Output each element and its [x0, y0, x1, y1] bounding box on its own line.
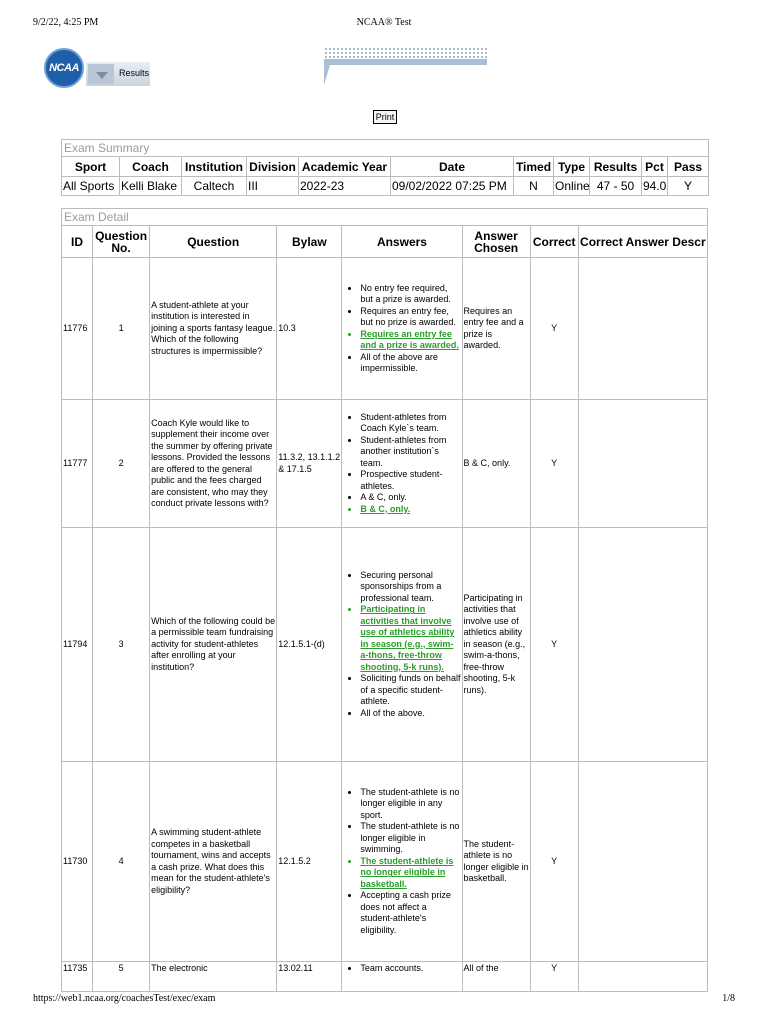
- detail-header-cell: Answers: [342, 226, 462, 258]
- print-title: NCAA® Test: [356, 17, 412, 28]
- print-header: [0, 17, 768, 31]
- answer-option: • The student-athlete is no longer eligible in any sport.: [360, 787, 460, 822]
- summary-cell: 09/02/2022 07:25 PM: [391, 177, 514, 196]
- question-id: 11735: [62, 962, 93, 992]
- answer-option: • The student-athlete is no longer eligible in swimming.: [360, 821, 460, 856]
- summary-header-cell: Type: [554, 157, 590, 177]
- correct-flag: Y: [530, 762, 578, 962]
- correct-flag: Y: [530, 962, 578, 992]
- summary-header-cell: Academic Year: [299, 157, 391, 177]
- table-row: [62, 528, 708, 762]
- question-text: The electronic: [150, 962, 277, 992]
- exam-detail-table: [61, 208, 708, 992]
- summary-header-cell: Results: [590, 157, 642, 177]
- summary-cell: All Sports: [62, 177, 120, 196]
- question-text: A swimming student-athlete competes in a basketball tournament, wins and accepts a cash prize. What does this mean for the student-athlete's eligibility?: [150, 762, 277, 962]
- print-datetime: 9/2/22, 4:25 PM: [33, 17, 99, 28]
- answer-chosen: B & C, only.: [462, 400, 530, 528]
- summary-header-row: [62, 157, 709, 177]
- answers-cell: [342, 400, 462, 528]
- page-url: https://web1.ncaa.org/coachesTest/exec/exam: [33, 993, 216, 1004]
- detail-header-row: [62, 226, 708, 258]
- banner-wedge: [324, 65, 330, 85]
- answer-option: • Soliciting funds on behalf of a specific student-athlete.: [360, 673, 460, 708]
- summary-cell: Y: [668, 177, 709, 196]
- bylaw-ref: 12.1.5.2: [277, 762, 342, 962]
- summary-header-cell: Pct: [642, 157, 668, 177]
- banner-decoration: [324, 47, 487, 87]
- summary-header-cell: Coach: [120, 157, 182, 177]
- summary-cell: III: [247, 177, 299, 196]
- answers-list: [343, 570, 460, 720]
- detail-header-cell: Correct Answer Descr: [578, 226, 707, 258]
- answers-list: [343, 283, 460, 375]
- exam-summary-table: [61, 139, 709, 196]
- answer-option: • Team accounts.: [360, 963, 460, 975]
- question-text: Which of the following could be a permissible team fundraising activity for student-athletes after enrolling at your institution?: [150, 528, 277, 762]
- correct-answer-descr: [578, 528, 707, 762]
- correct-flag: Y: [530, 400, 578, 528]
- question-id: 11794: [62, 528, 93, 762]
- question-number: 4: [93, 762, 150, 962]
- answers-list: [343, 963, 460, 975]
- answer-option: • Student-athletes from another institution`s team.: [360, 435, 460, 470]
- results-menu[interactable]: [86, 62, 150, 86]
- answer-option: • Student-athletes from Coach Kyle`s team.: [360, 412, 460, 435]
- dot-pattern: [324, 47, 487, 59]
- summary-header-cell: Institution: [182, 157, 247, 177]
- detail-header-cell: Question: [150, 226, 277, 258]
- summary-header-cell: Division: [247, 157, 299, 177]
- correct-answer: • B & C, only.: [360, 504, 460, 516]
- correct-flag: Y: [530, 258, 578, 400]
- detail-header-cell: Answer Chosen: [462, 226, 530, 258]
- question-id: 11777: [62, 400, 93, 528]
- question-number: 2: [93, 400, 150, 528]
- summary-cell: 47 - 50: [590, 177, 642, 196]
- page-number: 1/8: [722, 993, 735, 1004]
- summary-cell: 94.0: [642, 177, 668, 196]
- question-text: Coach Kyle would like to supplement their income over the summer by offering private lessons. Provided the lessons are offered to the general public and the fees charged are consistent, who may they conduct private lessons with?: [150, 400, 277, 528]
- summary-cell: 2022-23: [299, 177, 391, 196]
- detail-header-cell: ID: [62, 226, 93, 258]
- summary-cell: N: [514, 177, 554, 196]
- correct-answer-descr: [578, 258, 707, 400]
- answers-cell: [342, 258, 462, 400]
- answers-cell: [342, 528, 462, 762]
- question-id: 11730: [62, 762, 93, 962]
- summary-row: [62, 177, 709, 196]
- question-text: A student-athlete at your institution is interested in joining a sports fantasy league. Which of the following structures is impermissible?: [150, 258, 277, 400]
- summary-cell: Caltech: [182, 177, 247, 196]
- answer-option: • Requires an entry fee, but no prize is awarded.: [360, 306, 460, 329]
- bylaw-ref: 11.3.2, 13.1.1.2 & 17.1.5: [277, 400, 342, 528]
- answers-list: [343, 412, 460, 516]
- answer-chosen: All of the: [462, 962, 530, 992]
- correct-flag: Y: [530, 528, 578, 762]
- answers-cell: [342, 962, 462, 992]
- answer-chosen: Participating in activities that involve use of athletics ability in season (e.g., swim-a-thons, free-throw shooting, 5-k runs).: [462, 528, 530, 762]
- detail-header-cell: Question No.: [93, 226, 150, 258]
- correct-answer: • The student-athlete is no longer eligible in basketball.: [360, 856, 460, 891]
- correct-answer-descr: [578, 400, 707, 528]
- answers-list: [343, 787, 460, 937]
- answer-option: • A & C, only.: [360, 492, 460, 504]
- bylaw-ref: 10.3: [277, 258, 342, 400]
- question-number: 5: [93, 962, 150, 992]
- answer-option: • All of the above are impermissible.: [360, 352, 460, 375]
- bylaw-ref: 13.02.11: [277, 962, 342, 992]
- banner-bar: [324, 59, 487, 65]
- answer-option: • Accepting a cash prize does not affect a student-athlete's eligibility.: [360, 890, 460, 936]
- detail-header-cell: Bylaw: [277, 226, 342, 258]
- print-footer: [0, 993, 768, 1007]
- question-number: 1: [93, 258, 150, 400]
- correct-answer: • Participating in activities that involve use of athletics ability in season (e.g., swim-a-thons, free-throw shooting, 5-k runs).: [360, 604, 460, 673]
- chevron-down-icon: [96, 72, 108, 79]
- print-button[interactable]: Print: [373, 110, 397, 124]
- answer-chosen: The student-athlete is no longer eligible in basketball.: [462, 762, 530, 962]
- table-row: [62, 400, 708, 528]
- summary-header-cell: Timed: [514, 157, 554, 177]
- bylaw-ref: 12.1.5.1-(d): [277, 528, 342, 762]
- answer-option: • Securing personal sponsorships from a professional team.: [360, 570, 460, 605]
- dropdown-toggle[interactable]: [88, 64, 114, 84]
- ncaa-logo[interactable]: NCAA: [44, 48, 84, 88]
- summary-header-cell: Sport: [62, 157, 120, 177]
- table-row: [62, 762, 708, 962]
- question-id: 11776: [62, 258, 93, 400]
- correct-answer-descr: [578, 962, 707, 992]
- detail-header-cell: Correct: [530, 226, 578, 258]
- table-row: [62, 258, 708, 400]
- results-menu-label: Results: [119, 68, 150, 78]
- answer-chosen: Requires an entry fee and a prize is awarded.: [462, 258, 530, 400]
- correct-answer: • Requires an entry fee and a prize is awarded.: [360, 329, 460, 352]
- answer-option: • All of the above.: [360, 708, 460, 720]
- table-row: [62, 962, 708, 992]
- question-number: 3: [93, 528, 150, 762]
- summary-cell: Online: [554, 177, 590, 196]
- summary-header-cell: Date: [391, 157, 514, 177]
- answer-option: • Prospective student-athletes.: [360, 469, 460, 492]
- correct-answer-descr: [578, 762, 707, 962]
- summary-header-cell: Pass: [668, 157, 709, 177]
- summary-cell: Kelli Blake: [120, 177, 182, 196]
- summary-caption: Exam Summary: [62, 140, 709, 157]
- detail-caption: Exam Detail: [62, 209, 708, 226]
- answers-cell: [342, 762, 462, 962]
- answer-option: • No entry fee required, but a prize is awarded.: [360, 283, 460, 306]
